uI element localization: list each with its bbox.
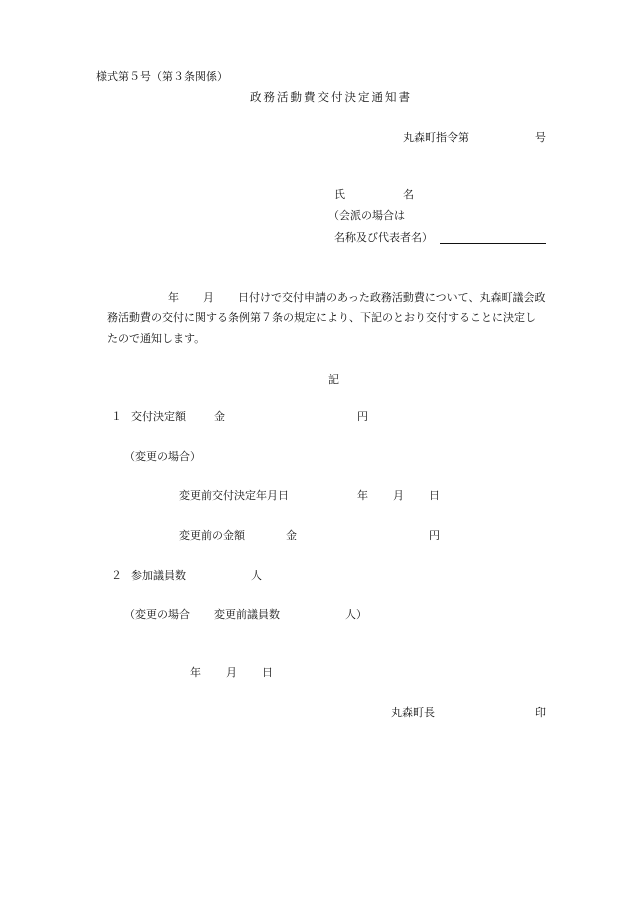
item2-prev-label: 変更前議員数 bbox=[214, 608, 280, 621]
item1-yen: 円 bbox=[357, 410, 368, 423]
prev-year: 年 bbox=[357, 489, 368, 502]
prev-yen: 円 bbox=[429, 529, 440, 542]
body-year: 年 bbox=[168, 291, 179, 304]
group-note-2: 名称及び代表者名） bbox=[334, 231, 433, 244]
ki-heading: 記 bbox=[328, 373, 339, 386]
body-line2: 務活動費の交付に関する条例第７条の規定により、下記のとおり交付することに決定し bbox=[107, 311, 536, 324]
body-line1: 日付けで交付申請のあった政務活動費について、丸森町議会政 bbox=[238, 291, 546, 304]
item1-kin: 金 bbox=[214, 410, 225, 423]
issue-month: 月 bbox=[226, 666, 237, 679]
item2-prev-unit: 人） bbox=[345, 608, 367, 621]
recipient-signature-line bbox=[440, 243, 546, 244]
body-month: 月 bbox=[203, 291, 214, 304]
prev-month: 月 bbox=[393, 489, 404, 502]
issue-year: 年 bbox=[190, 666, 201, 679]
item1-change-case: （変更の場合） bbox=[124, 450, 201, 463]
group-note-1: （会派の場合は bbox=[328, 209, 405, 222]
body-line3: たので通知します。 bbox=[107, 332, 206, 345]
prev-kin: 金 bbox=[286, 529, 297, 542]
issue-day: 日 bbox=[262, 666, 273, 679]
item2-unit: 人 bbox=[251, 569, 262, 582]
name-label-1: 氏 bbox=[334, 188, 345, 201]
name-label-2: 名 bbox=[403, 188, 414, 201]
item2-change-open: （変更の場合 bbox=[124, 608, 190, 621]
seal-mark: 印 bbox=[535, 706, 546, 719]
item1-number: １ bbox=[111, 410, 122, 423]
document-title: 政務活動費交付決定通知書 bbox=[250, 90, 412, 104]
item2-number: ２ bbox=[111, 569, 122, 582]
reference-prefix: 丸森町指令第 bbox=[403, 131, 469, 144]
form-number: 様式第５号（第３条関係） bbox=[96, 70, 228, 83]
item2-label: 参加議員数 bbox=[131, 569, 186, 582]
prev-amount-label: 変更前の金額 bbox=[179, 529, 245, 542]
item1-label: 交付決定額 bbox=[131, 410, 186, 423]
prev-day: 日 bbox=[429, 489, 440, 502]
prev-date-label: 変更前交付決定年月日 bbox=[179, 489, 289, 502]
reference-suffix: 号 bbox=[535, 131, 546, 144]
issuer-name: 丸森町長 bbox=[391, 706, 435, 719]
